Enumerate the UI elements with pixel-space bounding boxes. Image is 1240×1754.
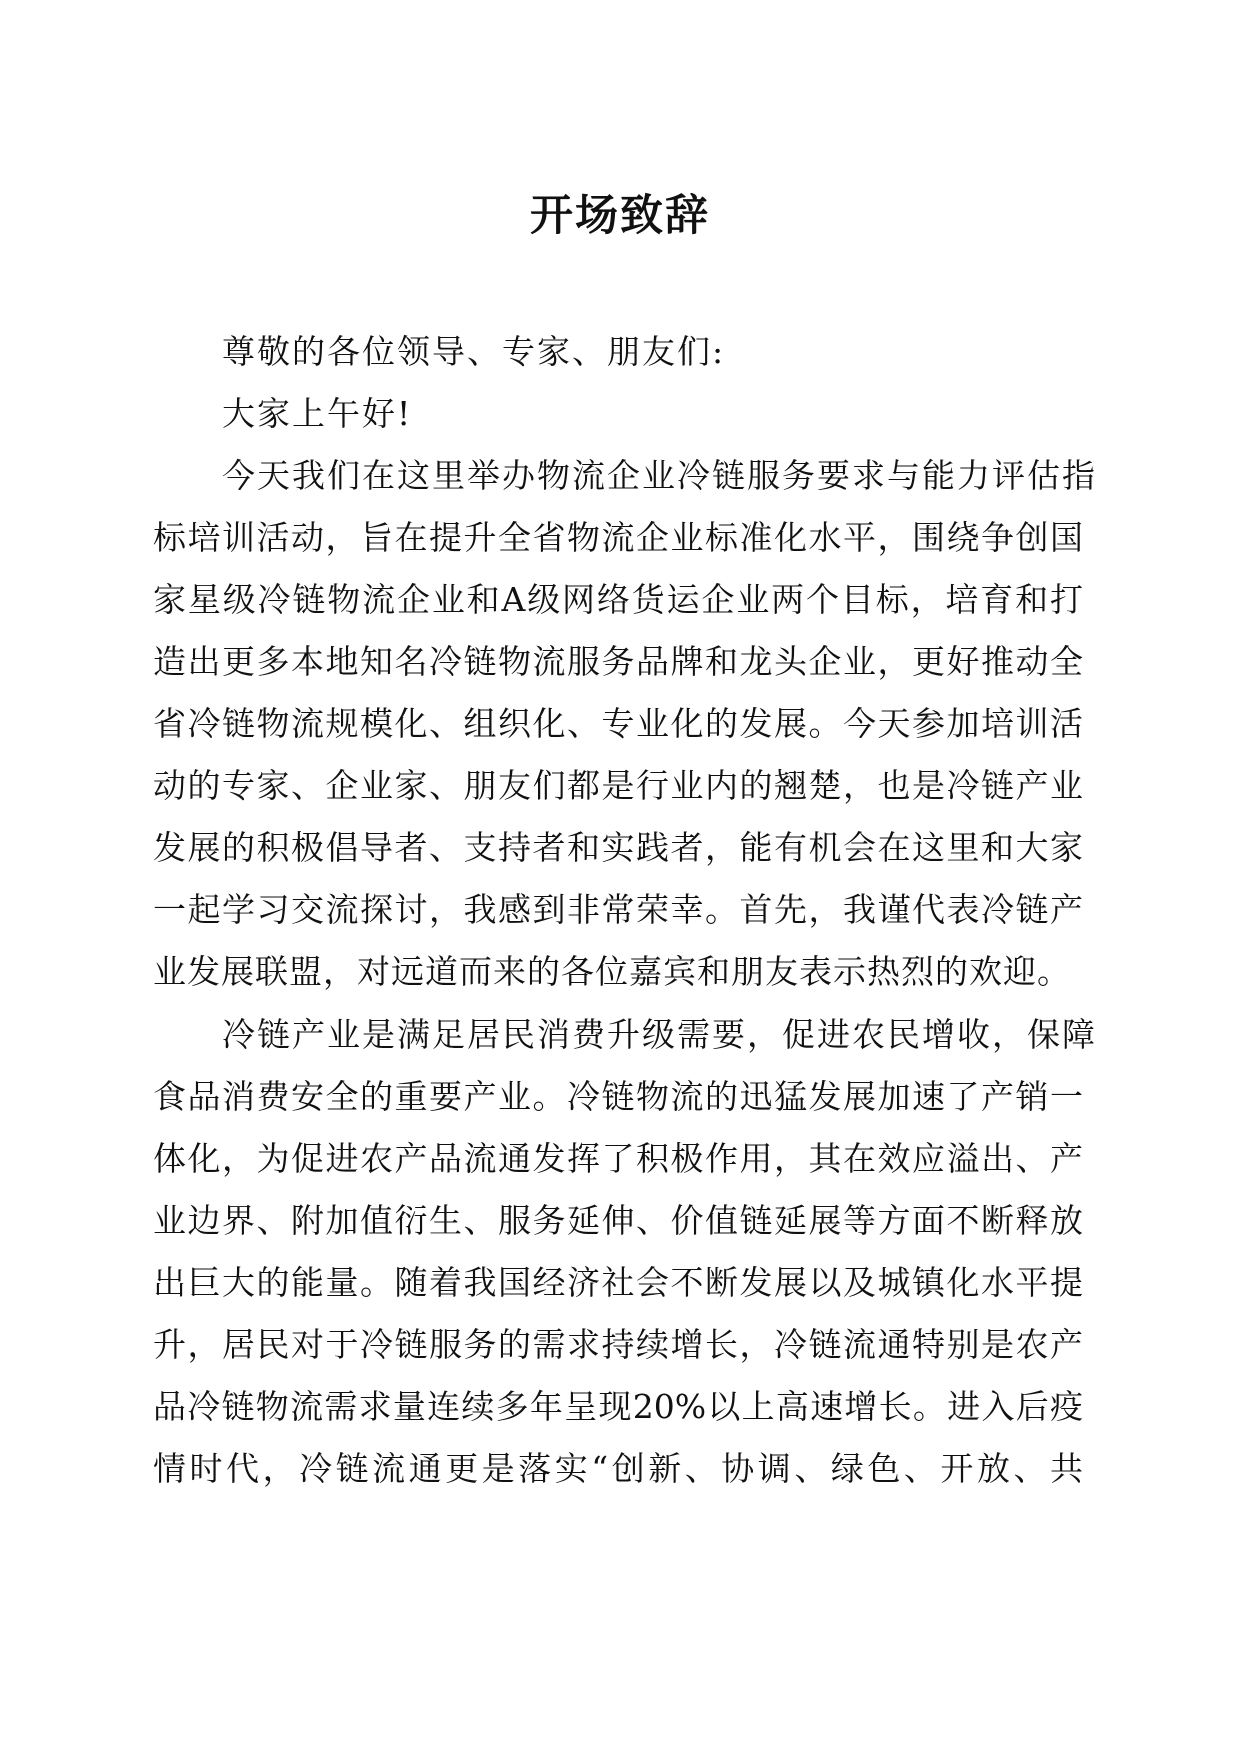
salutation-line: 尊敬的各位领导、专家、朋友们:	[222, 332, 726, 371]
paragraph-line: 升，居民对于冷链服务的需求持续增长，冷链流通特别是农产	[153, 1325, 1083, 1364]
paragraph-line: 冷链产业是满足居民消费升级需要，促进农民增收，保障	[222, 1015, 1097, 1054]
paragraph-line: 出巨大的能量。随着我国经济社会不断发展以及城镇化水平提	[153, 1263, 1083, 1302]
paragraph-line: 体化，为促进农产品流通发挥了积极作用，其在效应溢出、产	[153, 1139, 1083, 1178]
paragraph-line: 今天我们在这里举办物流企业冷链服务要求与能力评估指	[222, 456, 1097, 495]
paragraph-line: 家星级冷链物流企业和A级网络货运企业两个目标，培育和打	[153, 580, 1083, 619]
page-title: 开场致辞	[530, 191, 710, 241]
paragraph-line: 食品消费安全的重要产业。冷链物流的迅猛发展加速了产销一	[153, 1077, 1083, 1116]
paragraph-line: 品冷链物流需求量连续多年呈现20%以上高速增长。进入后疫	[153, 1387, 1083, 1426]
paragraph-line: 动的专家、企业家、朋友们都是行业内的翘楚，也是冷链产业	[153, 766, 1083, 805]
paragraph-line: 情时代，冷链流通更是落实“创新、协调、绿色、开放、共	[153, 1449, 1083, 1488]
paragraph-line: 发展的积极倡导者、支持者和实践者，能有机会在这里和大家	[153, 828, 1083, 867]
greeting-line: 大家上午好!	[222, 394, 413, 433]
paragraph-line: 造出更多本地知名冷链物流服务品牌和龙头企业，更好推动全	[153, 642, 1083, 681]
paragraph-line: 业发展联盟，对远道而来的各位嘉宾和朋友表示热烈的欢迎。	[153, 952, 1071, 991]
paragraph-line: 省冷链物流规模化、组织化、专业化的发展。今天参加培训活	[153, 704, 1083, 743]
paragraph-line: 标培训活动，旨在提升全省物流企业标准化水平，围绕争创国	[153, 518, 1083, 557]
paragraph-line: 业边界、附加值衍生、服务延伸、价值链延展等方面不断释放	[153, 1201, 1083, 1240]
paragraph-line: 一起学习交流探讨，我感到非常荣幸。首先，我谨代表冷链产	[153, 890, 1083, 929]
